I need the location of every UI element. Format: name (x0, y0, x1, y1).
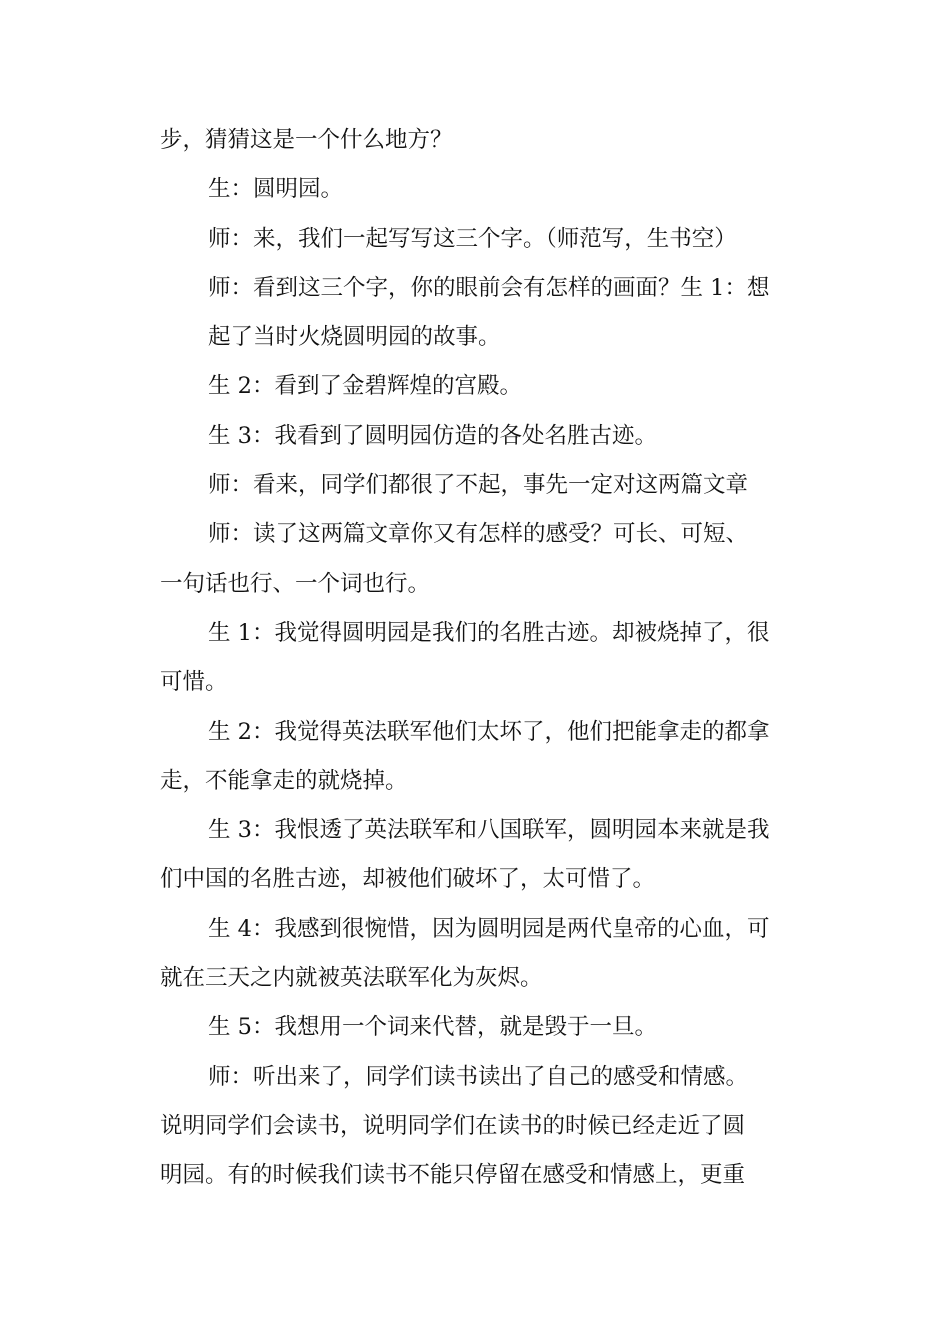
text-line: 明园。有的时候我们读书不能只停留在感受和情感上，更重 (160, 1162, 746, 1189)
text-line: 生：圆明园。 (208, 176, 344, 203)
text-line: 生 1：我觉得圆明园是我们的名胜古迹。却被烧掉了，很 (208, 619, 770, 646)
text-line: 师：读了这两篇文章你又有怎样的感受？可长、可短、 (208, 521, 749, 548)
text-line: 生 2：我觉得英法联军他们太坏了，他们把能拿走的都拿 (208, 718, 770, 745)
text-line: 生 5：我想用一个词来代替，就是毁于一旦。 (208, 1014, 657, 1041)
text-line: 们中国的名胜古迹，却被他们破坏了，太可惜了。 (160, 866, 656, 893)
text-line: 师：来，我们一起写写这三个字。（师范写，生书空） (208, 225, 737, 252)
document-text-body (160, 116, 790, 1201)
text-line: 师：看到这三个字，你的眼前会有怎样的画面？生 1：想 (208, 274, 770, 301)
text-line: 就在三天之内就被英法联军化为灰烬。 (160, 965, 543, 992)
text-line: 师：听出来了，同学们读书读出了自己的感受和情感。 (208, 1063, 749, 1090)
text-line: 生 4：我感到很惋惜，因为圆明园是两代皇帝的心血，可 (208, 915, 770, 942)
text-line: 说明同学们会读书，说明同学们在读书的时候已经走近了圆 (160, 1112, 746, 1139)
text-line: 步，猜猜这是一个什么地方？ (160, 127, 453, 153)
text-line: 生 3：我恨透了英法联军和八国联军，圆明园本来就是我 (208, 817, 770, 844)
text-line: 一句话也行、一个词也行。 (160, 570, 431, 597)
text-line: 走，不能拿走的就烧掉。 (160, 767, 408, 794)
text-line: 可惜。 (160, 669, 228, 696)
text-line: 生 2：看到了金碧辉煌的宫殿。 (208, 373, 522, 400)
text-line: 生 3：我看到了圆明园仿造的各处名胜古迹。 (208, 422, 657, 449)
text-line: 起了当时火烧圆明园的故事。 (208, 324, 501, 351)
text-line: 师：看来，同学们都很了不起，事先一定对这两篇文章 (208, 472, 749, 499)
